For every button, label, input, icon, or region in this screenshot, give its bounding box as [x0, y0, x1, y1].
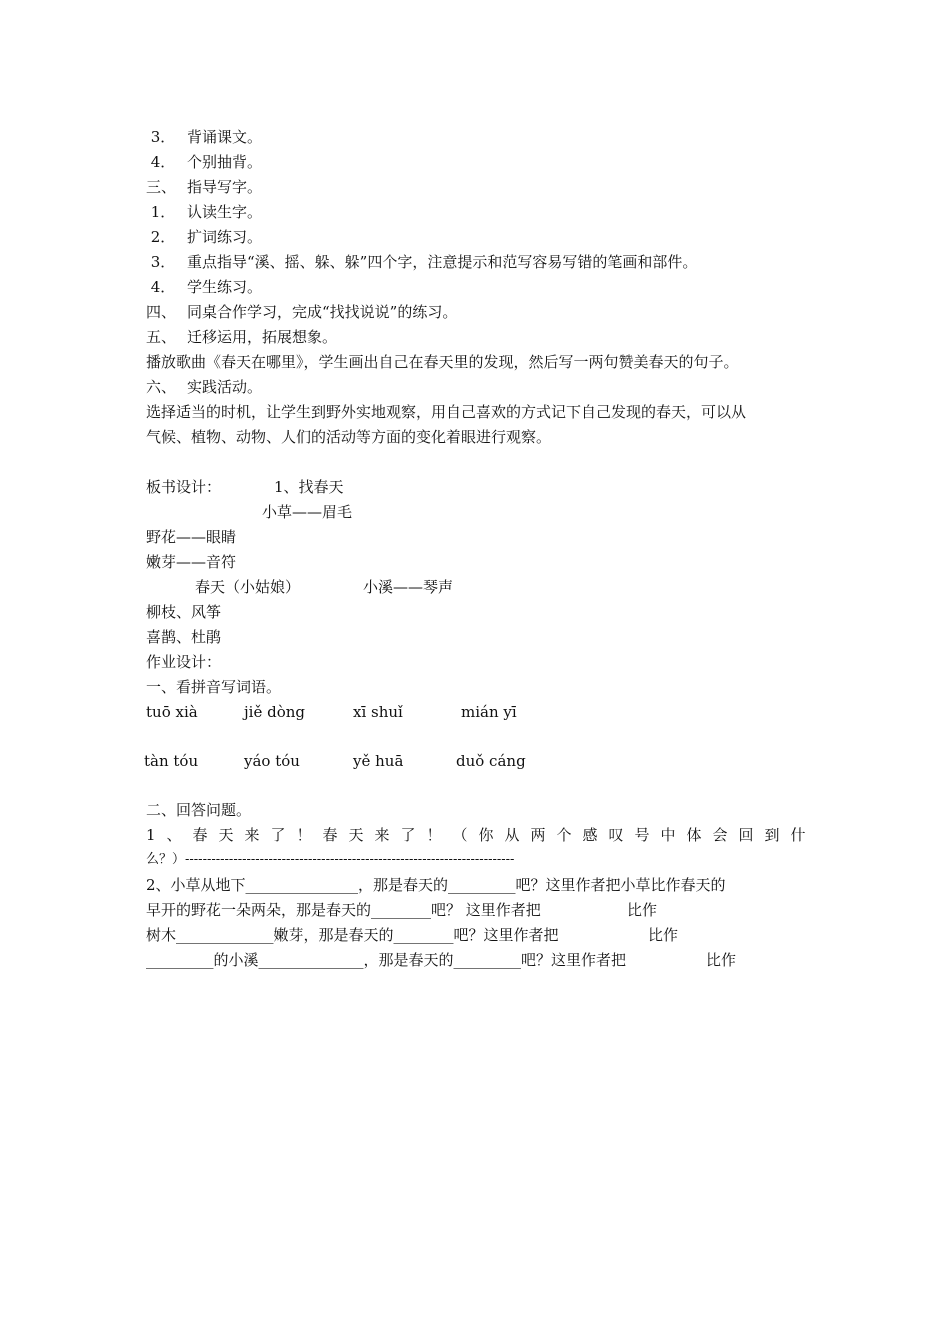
section-5-heading: 五、 迁移运用，拓展想象。 [146, 328, 338, 346]
song-activity-text: 播放歌曲《春天在哪里》，学生画出自己在春天里的发现，然后写一两句赞美春天的句子。 [146, 353, 739, 371]
question-1-line1: 1、春天来了！春天来了！（你从两个感叹号中体会回到什 [146, 826, 817, 844]
board-design-label: 板书设计： [146, 478, 222, 496]
homework-label: 作业设计： [146, 653, 222, 671]
question-2-line4-compare: 比作 [706, 951, 737, 969]
step-4-individual-recite: 4． 个别抽背。 [146, 153, 263, 171]
homework-section-1: 一、看拼音写词语。 [146, 678, 282, 696]
observation-text-line1: 选择适当的时机，让学生到野外实地观察，用自己喜欢的方式记下自己发现的春天，可以从 [146, 403, 747, 421]
board-row-birds: 喜鹊、杜鹃 [146, 628, 222, 646]
question-2-line4: _________的小溪______________，那是春天的_________吧？这里作者把 [146, 951, 627, 969]
board-row-stream: 小溪——琴声 [363, 578, 454, 596]
board-row-grass: 小草——眉毛 [262, 503, 353, 521]
pinyin-item: jiě dòng [244, 703, 305, 721]
observation-text-line2: 气候、植物、动物、人们的活动等方面的变化着眼进行观察。 [146, 428, 552, 446]
question-2-line2: 早开的野花一朵两朵，那是春天的________吧？ 这里作者把 [146, 901, 541, 919]
question-2-line1: 2、小草从地下_______________，那是春天的_________吧？这里作者把小草比作春天的 [146, 876, 726, 894]
board-title: 1、找春天 [274, 478, 344, 496]
step-3-key-guidance: 3． 重点指导“溪、摇、躲、躲”四个字，注意提示和范写容易写错的笔画和部件。 [146, 253, 698, 271]
homework-section-2: 二、回答问题。 [146, 801, 252, 819]
question-2-line3-compare: 比作 [648, 926, 679, 944]
step-2-word-practice: 2． 扩词练习。 [146, 228, 263, 246]
pinyin-item: yě huā [353, 752, 404, 770]
step-1-read-characters: 1． 认读生字。 [146, 203, 263, 221]
question-2-line2-compare: 比作 [627, 901, 658, 919]
board-row-flowers: 野花——眼睛 [146, 528, 237, 546]
pinyin-item: tuō xià [146, 703, 198, 721]
pinyin-item: xī shuǐ [353, 703, 403, 721]
question-1-line2: 么？）--------------------------------------------------------------------------- [146, 852, 515, 867]
board-row-spring-girl: 春天（小姑娘） [195, 578, 301, 596]
step-3-recite: 3． 背诵课文。 [146, 128, 263, 146]
pinyin-item: mián yī [461, 703, 517, 721]
pinyin-item: tàn tóu [144, 752, 199, 770]
section-3-heading: 三、 指导写字。 [146, 178, 263, 196]
board-row-buds: 嫩芽——音符 [146, 553, 237, 571]
section-4-heading: 四、 同桌合作学习，完成“找找说说”的练习。 [146, 303, 458, 321]
question-2-line3: 树木_____________嫩芽，那是春天的________吧？这里作者把 [146, 926, 559, 944]
section-6-heading: 六、 实践活动。 [146, 378, 263, 396]
step-4-student-practice: 4． 学生练习。 [146, 278, 263, 296]
pinyin-item: duǒ cáng [456, 752, 526, 770]
board-row-willow-kite: 柳枝、风筝 [146, 603, 222, 621]
pinyin-item: yáo tóu [244, 752, 300, 770]
